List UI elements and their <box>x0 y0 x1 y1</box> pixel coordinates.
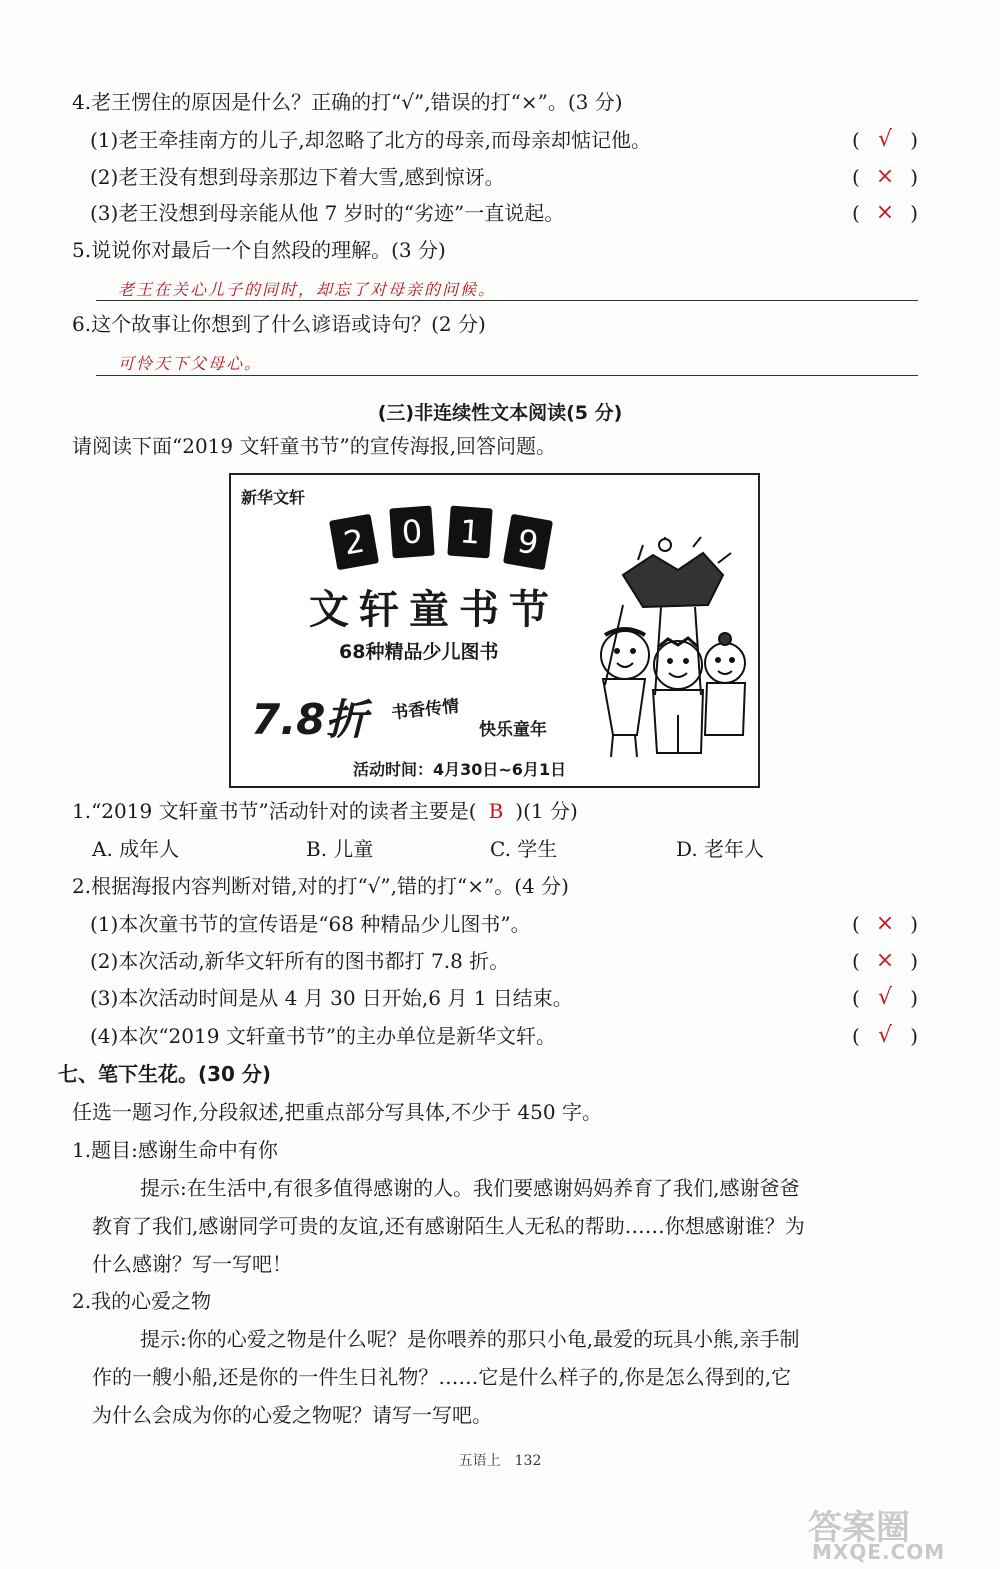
p1-option-a: A. 成年人 <box>92 837 180 861</box>
q4-answer-2: ( × ) <box>852 164 918 189</box>
answer-line <box>96 375 918 376</box>
watermark-logo: 答案圈 <box>808 1508 910 1548</box>
p2-item-4: (4)本次“2019 文轩童书节”的主办单位是新华文轩。 <box>90 1024 557 1048</box>
check-mark-icon: √ <box>877 1023 893 1048</box>
topic-two-title: 2.我的心爱之物 <box>72 1289 212 1313</box>
p1-question: 1.“2019 文轩童书节”活动针对的读者主要是( B )(1 分) <box>72 799 578 823</box>
page-footer: 五语上 132 <box>458 1453 542 1469</box>
check-mark-icon: √ <box>877 127 893 152</box>
year-digit: 1 <box>447 506 492 559</box>
topic-one-hint-line: 教育了我们,感谢同学可贵的友谊,还有感谢陌生人无私的帮助……你想感谢谁？为 <box>92 1214 805 1238</box>
p1-answer: B <box>488 799 504 823</box>
promo-poster <box>229 473 760 788</box>
q6-handwritten-answer: 可怜天下父母心。 <box>118 354 263 373</box>
poster-year <box>333 503 553 573</box>
topic-one-hint-line: 提示:在生活中,有很多值得感谢的人。我们要感谢妈妈养育了我们,感谢爸爸 <box>140 1176 800 1200</box>
section-three-intro: 请阅读下面“2019 文轩童书节”的宣传海报,回答问题。 <box>72 434 557 458</box>
q4-answer-1: ( √ ) <box>852 127 918 152</box>
year-digit: 2 <box>329 514 379 571</box>
topic-two-hint-line: 作的一艘小船,还是你的一件生日礼物？……它是什么样子的,你是怎么得到的,它 <box>92 1365 792 1389</box>
p2-item-3: (3)本次活动时间是从 4 月 30 日开始,6 月 1 日结束。 <box>90 986 573 1010</box>
section-seven-intro: 任选一题习作,分段叙述,把重点部分写具体,不少于 450 字。 <box>72 1100 602 1124</box>
q4-answer-3: ( × ) <box>852 200 918 225</box>
p2-answer-3: ( √ ) <box>852 985 918 1010</box>
poster-subline: 68种精品少儿图书 <box>339 641 499 663</box>
q6-title: 6.这个故事让你想到了什么谚语或诗句？(2 分) <box>72 312 486 336</box>
watermark-url: MXQE.COM <box>812 1540 946 1564</box>
cross-mark-icon: × <box>875 948 895 973</box>
q4-item-1: (1)老王牵挂南方的儿子,却忽略了北方的母亲,而母亲却惦记他。 <box>90 128 652 152</box>
check-mark-icon: √ <box>877 985 893 1010</box>
p2-title: 2.根据海报内容判断对错,对的打“√”,错的打“×”。(4 分) <box>72 874 569 898</box>
p2-answer-2: ( × ) <box>852 948 918 973</box>
topic-two-hint-line: 为什么会成为你的心爱之物呢？请写一写吧。 <box>92 1403 492 1427</box>
children-with-books-illustration <box>583 535 753 760</box>
q4-item-2: (2)老王没有想到母亲那边下着大雪,感到惊讶。 <box>90 165 505 189</box>
cross-mark-icon: × <box>875 911 895 936</box>
year-digit: 0 <box>389 506 434 559</box>
p2-answer-4: ( √ ) <box>852 1023 918 1048</box>
p2-item-1: (1)本次童书节的宣传语是“68 种精品少儿图书”。 <box>90 912 531 936</box>
poster-brand: 新华文轩 <box>241 488 306 507</box>
poster-discount: 7.8折 <box>251 695 368 744</box>
topic-one-hint-line: 什么感谢？写一写吧！ <box>92 1252 292 1276</box>
q5-handwritten-answer: 老王在关心儿子的同时，却忘了对母亲的问候。 <box>118 280 497 299</box>
poster-slogan: 快乐童年 <box>479 720 547 740</box>
q4-item-3: (3)老王没想到母亲能从他 7 岁时的“劣迹”一直说起。 <box>90 201 565 225</box>
topic-two-hint-line: 提示:你的心爱之物是什么呢？是你喂养的那只小龟,最爱的玩具小熊,亲手制 <box>140 1327 800 1351</box>
section-seven-title: 七、笔下生花。(30 分) <box>58 1062 272 1086</box>
q5-title: 5.说说你对最后一个自然段的理解。(3 分) <box>72 238 446 262</box>
topic-one-title: 1.题目:感谢生命中有你 <box>72 1138 278 1162</box>
answer-line <box>96 300 918 301</box>
p1-option-b: B. 儿童 <box>306 837 374 861</box>
year-digit: 9 <box>503 514 553 571</box>
poster-event-time: 活动时间：4月30日~6月1日 <box>353 760 567 779</box>
section-three-title: (三)非连续性文本阅读(5 分) <box>377 402 623 424</box>
poster-slogan: 书香传情 <box>390 696 461 724</box>
p2-answer-1: ( × ) <box>852 911 918 936</box>
q4-title: 4.老王愣住的原因是什么？正确的打“√”,错误的打“×”。(3 分) <box>72 90 623 114</box>
p2-item-2: (2)本次活动,新华文轩所有的图书都打 7.8 折。 <box>90 949 510 973</box>
cross-mark-icon: × <box>875 200 895 225</box>
cross-mark-icon: × <box>875 164 895 189</box>
poster-headline: 文轩童书节 <box>309 587 559 633</box>
p1-option-d: D. 老年人 <box>676 837 765 861</box>
p1-option-c: C. 学生 <box>490 837 558 861</box>
